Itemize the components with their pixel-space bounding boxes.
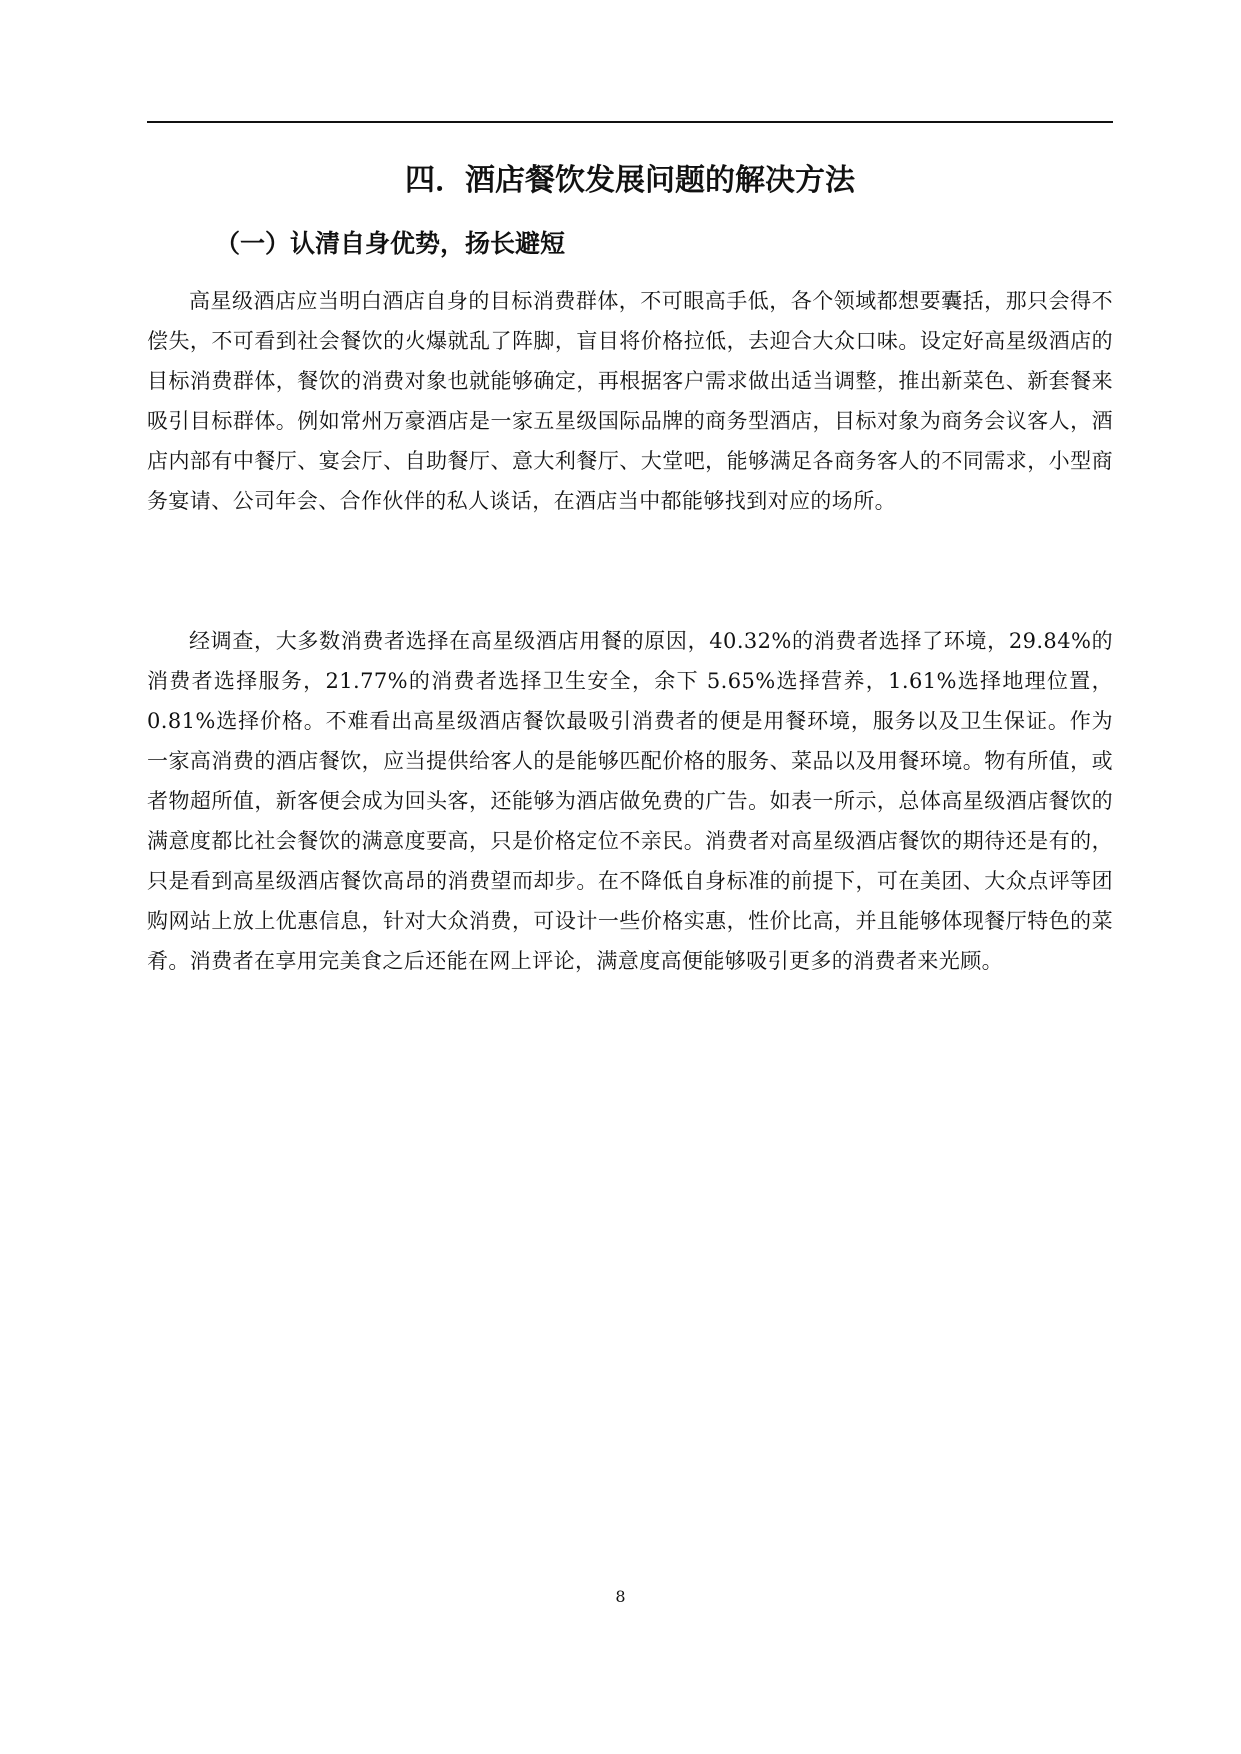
chapter-title: 四．酒店餐饮发展问题的解决方法: [405, 163, 855, 198]
header-rule: [147, 121, 1113, 123]
body-paragraph: 经调查，大多数消费者选择在高星级酒店用餐的原因，40.32%的消费者选择了环境，29.84%的消费者选择服务，21.77%的消费者选择卫生安全，余下 5.65%选择营养，1.61%选择地理位置，0.81%选择价格。不难看出高星级酒店餐饮最吸引消费者的便是用餐环境，服务以及卫生保证。作为一家高消费的酒店餐饮，应当提供给客人的是能够匹配价格的服务、菜品以及用餐环境。物有所值，或者物超所值，新客便会成为回头客，还能够为酒店做免费的广告。如表一所示，总体高星级酒店餐饮的满意度都比社会餐饮的满意度要高，只是价格定位不亲民。消费者对高星级酒店餐饮的期待还是有的，只是看到高星级酒店餐饮高昂的消费望而却步。在不降低自身标准的前提下，可在美团、大众点评等团购网站上放上优惠信息，针对大众消费，可设计一些价格实惠，性价比高，并且能够体现餐厅特色的菜肴。消费者在享用完美食之后还能在网上评论，满意度高便能够吸引更多的消费者来光顾。: [147, 629, 1113, 973]
section-title: （一）认清自身优势，扬长避短: [215, 229, 566, 258]
page-number: 8: [615, 1587, 626, 1606]
body-paragraph: 高星级酒店应当明白酒店自身的目标消费群体，不可眼高手低，各个领域都想要囊括，那只会得不偿失，不可看到社会餐饮的火爆就乱了阵脚，盲目将价格拉低，去迎合大众口味。设定好高星级酒店的目标消费群体，餐饮的消费对象也就能够确定，再根据客户需求做出适当调整，推出新菜色、新套餐来吸引目标群体。例如常州万豪酒店是一家五星级国际品牌的商务型酒店，目标对象为商务会议客人，酒店内部有中餐厅、宴会厅、自助餐厅、意大利餐厅、大堂吧，能够满足各商务客人的不同需求，小型商务宴请、公司年会、合作伙伴的私人谈话，在酒店当中都能够找到对应的场所。: [147, 289, 1113, 513]
